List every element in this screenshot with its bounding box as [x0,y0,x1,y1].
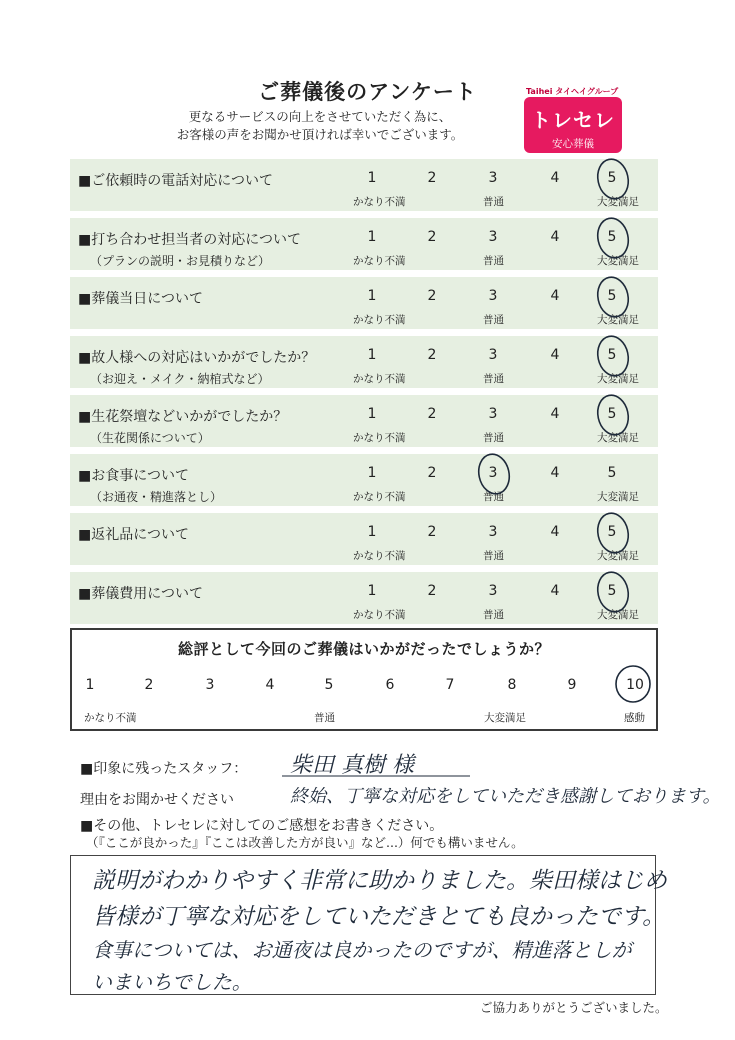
scale-label-high: 大変満足 [597,255,639,267]
scale-label-high: 大変満足 [597,550,639,562]
tresere-logo [524,86,624,154]
rating-option-3[interactable]: 3 [488,583,498,599]
rating-option-1[interactable]: 1 [367,229,377,245]
rating-option-3[interactable]: 3 [488,288,498,304]
question-title: ■お食事について [78,468,189,484]
rating-option-5[interactable]: 5 [607,170,617,186]
overall-label-high: 大変満足 [484,712,526,724]
question-subtitle: （お迎え・メイク・納棺式など） [90,372,270,386]
logo-sub-text: 安心葬儀 [552,138,594,150]
overall-question: 総評として今回のご葬儀はいかがだったでしょうか？ [177,640,550,658]
question-title: ■葬儀当日について [78,291,203,307]
rating-option-5[interactable]: 5 [607,583,617,599]
comment-line-3: 食事については、お通夜は良かったのですが、精進落としが [92,938,632,962]
overall-rating-box [70,628,658,731]
reason-answer: 終始、丁寧な対応をしていただき感謝しております。 [290,786,721,807]
question-title: ■故人様への対応はいかがでしたか？ [78,350,316,366]
overall-option-3[interactable]: 3 [205,677,215,693]
scale-label-mid: 普通 [483,491,504,503]
rating-option-2[interactable]: 2 [427,465,437,481]
question-row [70,336,658,388]
reason-label: 理由をお聞かせください [80,792,234,808]
question-title: ■返礼品について [78,527,189,543]
question-subtitle: （プランの説明・お見積りなど） [90,254,271,268]
scale-label-mid: 普通 [483,609,504,621]
scale-label-high: 大変満足 [597,432,639,444]
rating-option-2[interactable]: 2 [427,524,437,540]
scale-label-low: かなり不満 [353,196,406,208]
subtitle-line-1: 更なるサービスの向上をさせていただく為に、 [188,109,452,124]
rating-option-2[interactable]: 2 [427,347,437,363]
rating-option-5[interactable]: 5 [607,229,617,245]
overall-option-8[interactable]: 8 [507,677,517,693]
rating-option-3[interactable]: 3 [488,347,498,363]
rating-option-2[interactable]: 2 [427,170,437,186]
scale-label-low: かなり不満 [353,373,406,385]
scale-label-low: かなり不満 [353,255,406,267]
scale-label-mid: 普通 [483,314,504,326]
scale-label-high: 大変満足 [597,196,639,208]
question-row [70,572,658,624]
scale-label-low: かなり不満 [353,491,406,503]
question-row [70,218,658,270]
thank-you-footer: ご協力ありがとうございました。 [480,1000,668,1015]
subtitle-line-2: お客様の声をお聞かせ頂ければ幸いでございます。 [176,127,464,142]
overall-label-mid: 普通 [314,712,335,724]
scale-label-high: 大変満足 [597,373,639,385]
rating-option-1[interactable]: 1 [367,583,377,599]
comment-line-4: いまいちでした。 [92,970,252,994]
staff-answer: 柴田 真樹 様 [290,753,414,778]
overall-option-10[interactable]: 10 [626,677,644,693]
rating-option-4[interactable]: 4 [550,229,560,245]
survey-title: ご葬儀後のアンケート [258,80,477,104]
rating-option-1[interactable]: 1 [367,288,377,304]
overall-option-9[interactable]: 9 [567,677,577,693]
rating-option-2[interactable]: 2 [427,583,437,599]
overall-option-6[interactable]: 6 [385,677,395,693]
other-comments-label: ■その他、トレセレに対してのご感想をお書きください。 [80,818,444,834]
question-row [70,159,658,211]
scale-label-mid: 普通 [483,550,504,562]
question-row [70,454,658,506]
rating-option-4[interactable]: 4 [550,524,560,540]
rating-option-4[interactable]: 4 [550,288,560,304]
scale-label-mid: 普通 [483,432,504,444]
rating-option-1[interactable]: 1 [367,406,377,422]
scale-label-high: 大変満足 [597,314,639,326]
rating-option-3[interactable]: 3 [488,229,498,245]
rating-option-3[interactable]: 3 [488,406,498,422]
comment-line-2: 皆様が丁寧な対応をしていただきとても良かったです。 [92,904,666,930]
overall-option-1[interactable]: 1 [85,677,95,693]
rating-option-5[interactable]: 5 [607,524,617,540]
overall-option-2[interactable]: 2 [144,677,154,693]
question-title: ■葬儀費用について [78,586,203,602]
question-title: ■打ち合わせ担当者の対応について [78,232,301,248]
rating-option-2[interactable]: 2 [427,288,437,304]
rating-option-5[interactable]: 5 [607,465,617,481]
rating-option-5[interactable]: 5 [607,406,617,422]
question-title: ■ご依頼時の電話対応について [78,173,273,189]
rating-option-5[interactable]: 5 [607,288,617,304]
rating-option-1[interactable]: 1 [367,347,377,363]
scale-label-mid: 普通 [483,255,504,267]
question-subtitle: （お通夜・精進落とし） [90,490,223,504]
question-title: ■生花祭壇などいかがでしたか？ [78,409,288,425]
rating-option-1[interactable]: 1 [367,170,377,186]
rating-option-3[interactable]: 3 [488,170,498,186]
scale-label-mid: 普通 [483,196,504,208]
rating-option-2[interactable]: 2 [427,229,437,245]
question-row [70,277,658,329]
rating-option-3[interactable]: 3 [488,524,498,540]
rating-option-4[interactable]: 4 [550,583,560,599]
rating-option-4[interactable]: 4 [550,465,560,481]
scale-label-high: 大変満足 [597,491,639,503]
rating-option-4[interactable]: 4 [550,406,560,422]
logo-badge [524,97,622,153]
rating-option-1[interactable]: 1 [367,465,377,481]
rating-option-3[interactable]: 3 [488,465,498,481]
scale-label-low: かなり不満 [353,609,406,621]
scale-label-high: 大変満足 [597,609,639,621]
scale-label-low: かなり不満 [353,432,406,444]
staff-label: ■印象に残ったスタッフ： [80,761,248,777]
scale-label-low: かなり不満 [353,550,406,562]
question-row [70,513,658,565]
logo-brand-text: Taihei タイヘイグループ [526,87,619,96]
overall-label-moved: 感動 [624,712,645,724]
comment-line-1: 説明がわかりやすく非常に助かりました。柴田様はじめ [92,868,667,894]
overall-label-low: かなり不満 [84,712,137,724]
other-comments-hint: （『ここが良かった』『ここは改善した方が良い』など...）何でも構いません。 [86,835,524,850]
scale-label-mid: 普通 [483,373,504,385]
rating-option-1[interactable]: 1 [367,524,377,540]
rating-option-4[interactable]: 4 [550,170,560,186]
question-subtitle: （生花関係について） [90,431,210,445]
rating-option-2[interactable]: 2 [427,406,437,422]
overall-option-5[interactable]: 5 [324,677,334,693]
rating-option-5[interactable]: 5 [607,347,617,363]
rating-option-4[interactable]: 4 [550,347,560,363]
overall-option-4[interactable]: 4 [265,677,275,693]
overall-option-7[interactable]: 7 [445,677,455,693]
question-row [70,395,658,447]
scale-label-low: かなり不満 [353,314,406,326]
logo-main-text: トレセレ [531,108,615,132]
